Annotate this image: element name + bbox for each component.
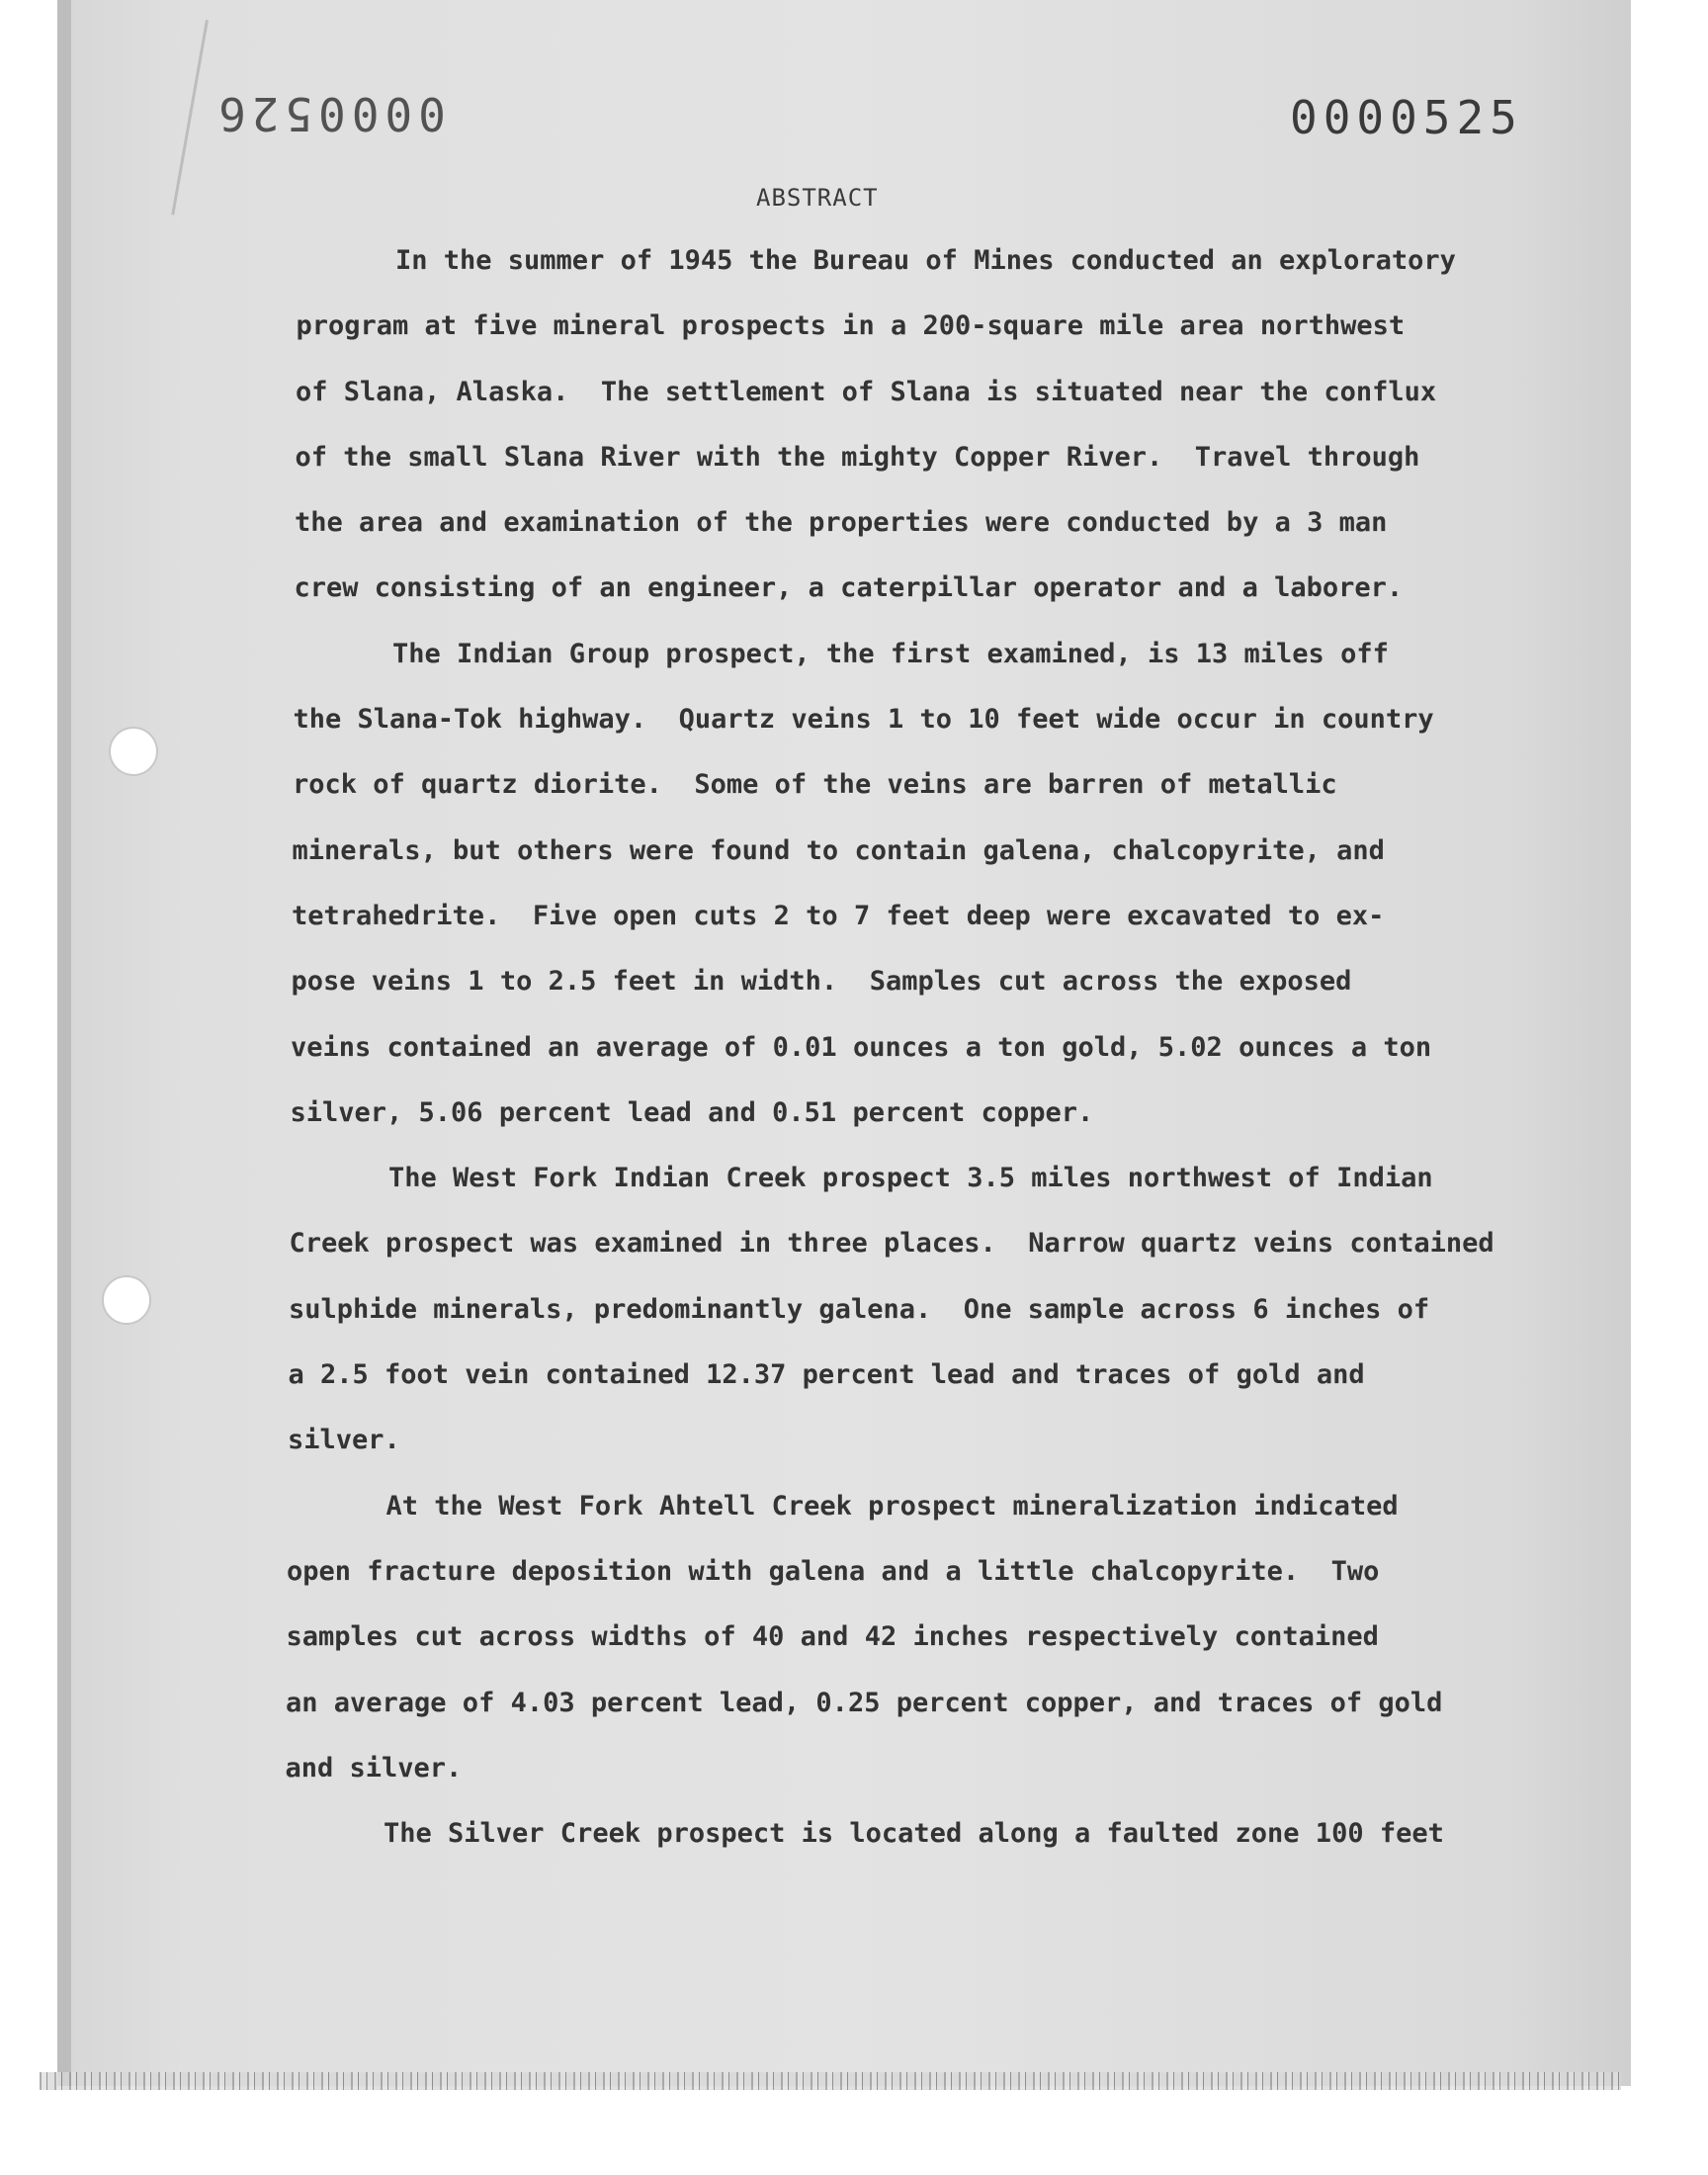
text-line: The Indian Group prospect, the first examined, is 13 miles off (392, 638, 1389, 669)
text-line: Creek prospect was examined in three places. Narrow quartz veins contained (289, 1228, 1494, 1260)
text-line: silver, 5.06 percent lead and 0.51 percent copper. (290, 1096, 1094, 1128)
text-line: The Silver Creek prospect is located along a faulted zone 100 feet (384, 1818, 1444, 1850)
text-line: crew consisting of an engineer, a caterpillar operator and a laborer. (294, 572, 1404, 604)
abstract-heading: ABSTRACT (756, 184, 879, 212)
text-line: tetrahedrite. Five open cuts 2 to 7 feet deep were excavated to ex- (292, 900, 1385, 931)
text-line: minerals, but others were found to contain galena, chalcopyrite, and (292, 834, 1385, 866)
document-number-stamp-inverted: 0000526 (213, 87, 446, 140)
text-line: The West Fork Indian Creek prospect 3.5 miles northwest of Indian (388, 1163, 1433, 1194)
text-line: silver. (288, 1425, 400, 1456)
text-line: of the small Slana River with the mighty Copper River. Travel through (295, 441, 1420, 473)
document-number-stamp: 0000525 (1290, 91, 1523, 144)
text-line: the Slana-Tok highway. Quartz veins 1 to 10 feet wide occur in country (293, 704, 1434, 736)
scan-bottom-strip (40, 2072, 1621, 2090)
punch-hole-lower (102, 1275, 151, 1325)
text-line: samples cut across widths of 40 and 42 inches respectively contained (286, 1621, 1379, 1653)
text-line: At the West Fork Ahtell Creek prospect mineralization indicated (385, 1490, 1399, 1522)
paper-left-edge (57, 0, 71, 2086)
abstract-body (285, 241, 1581, 1879)
text-line: veins contained an average of 0.01 ounces a ton gold, 5.02 ounces a ton (291, 1031, 1432, 1063)
text-line: program at five mineral prospects in a 200-square mile area northwest (296, 310, 1406, 342)
text-line: open fracture deposition with galena and a little chalcopyrite. Two (287, 1555, 1380, 1587)
punch-hole-upper (109, 727, 158, 776)
text-line: In the summer of 1945 the Bureau of Mines conducted an exploratory (395, 245, 1456, 276)
text-line: sulphide minerals, predominantly galena. One sample across 6 inches of (289, 1293, 1430, 1325)
text-line: the area and examination of the properties were conducted by a 3 man (295, 507, 1388, 539)
text-line: pose veins 1 to 2.5 feet in width. Samples cut across the exposed (291, 966, 1352, 998)
scan-streak (171, 20, 209, 215)
text-line: a 2.5 foot vein contained 12.37 percent lead and traces of gold and (288, 1359, 1365, 1391)
text-line: an average of 4.03 percent lead, 0.25 percent copper, and traces of gold (286, 1687, 1443, 1718)
text-line: of Slana, Alaska. The settlement of Slana is situated near the conflux (296, 376, 1437, 407)
text-line: and silver. (285, 1752, 463, 1784)
text-line: rock of quartz diorite. Some of the veins are barren of metallic (293, 769, 1337, 801)
